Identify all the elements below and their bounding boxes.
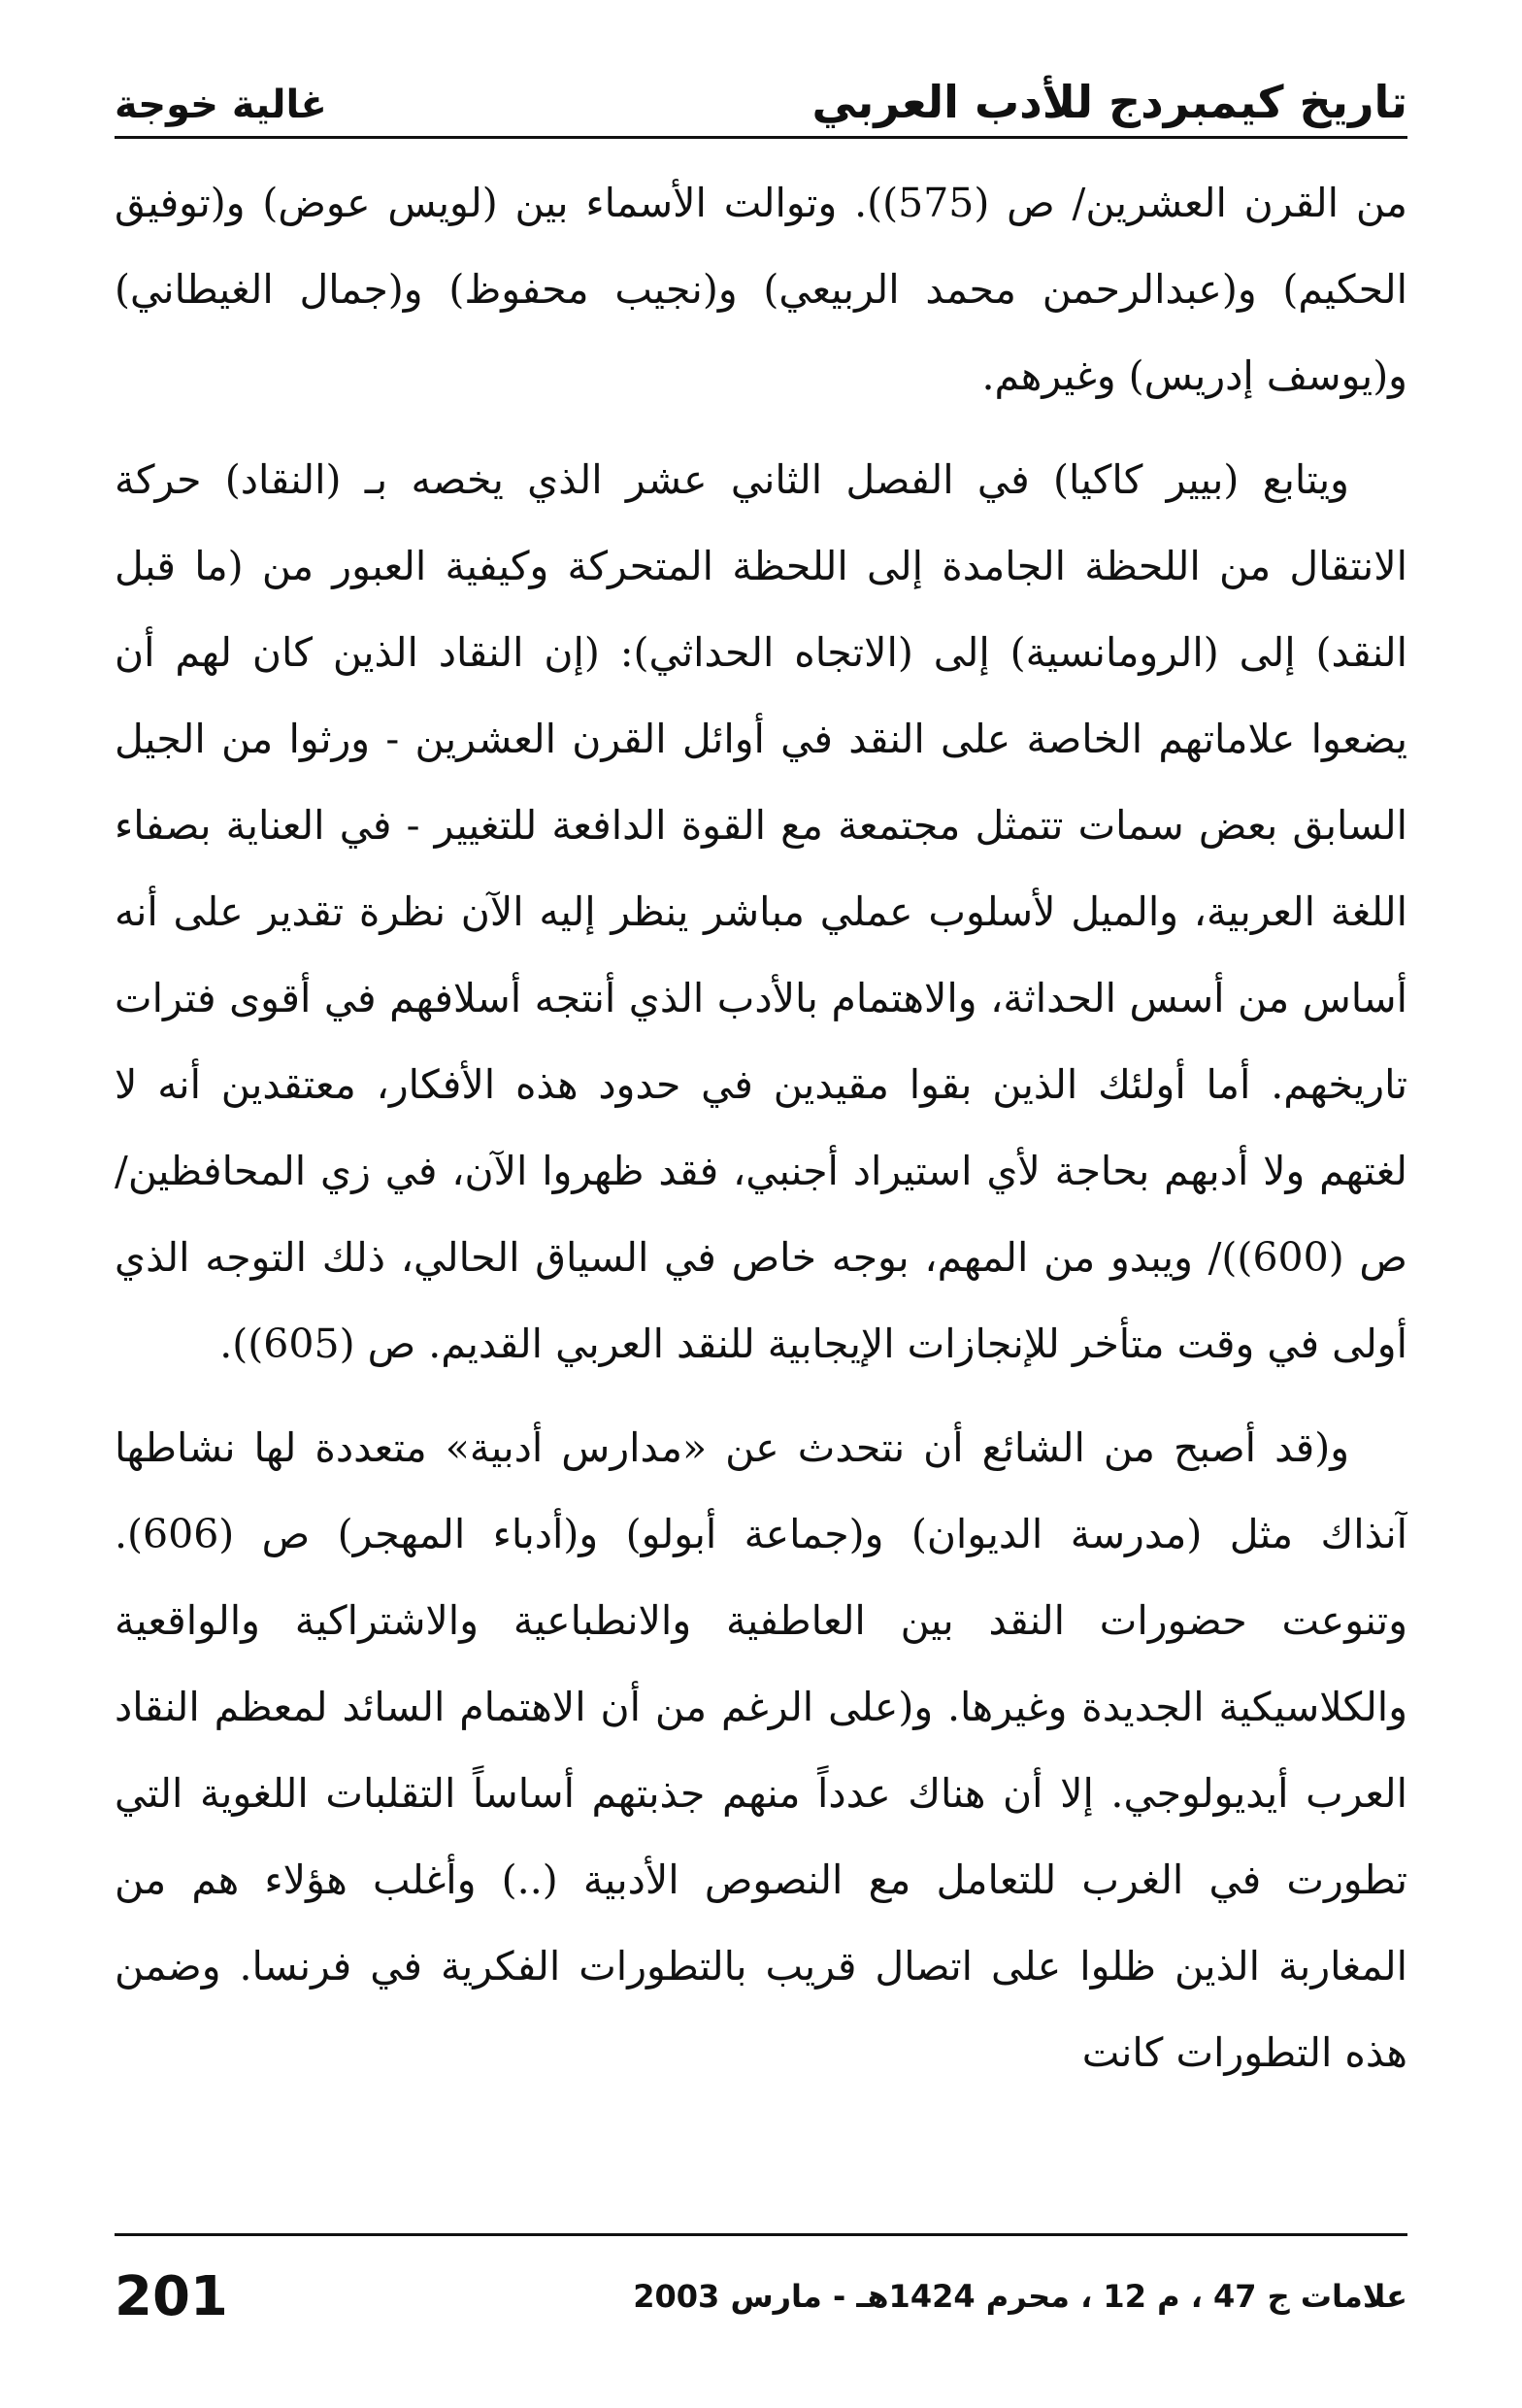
author-name: غالية خوجة bbox=[115, 83, 327, 127]
footer-divider bbox=[115, 2233, 1407, 2236]
journal-citation: علامات ج 47 ، م 12 ، محرم 1424هـ - مارس 2003 bbox=[633, 2278, 1407, 2315]
running-header bbox=[115, 47, 1407, 128]
paragraph-2: ويتابع (بيير كاكيا) في الفصل الثاني عشر الذي يخصه بـ (النقاد) حركة الانتقال من اللحظة الجامدة إلى اللحظة المتحركة وكيفية العبور من (ما قبل النقد) إلى (الرومانسية) إلى (الاتجاه الحداثي): (إن النقاد الذين كان لهم أن يضعوا علاماتهم الخاصة على النقد في أوائل القرن العشرين - ورثوا من الجيل السابق بعض سمات تتمثل مجتمعة مع القوة الدافعة للتغيير - في العناية بصفاء اللغة العربية، والميل لأسلوب عملي مباشر ينظر إليه الآن نظرة تقدير على أنه أساس من أسس الحداثة، والاهتمام بالأدب الذي أنتجه أسلافهم في أقوى فترات تاريخهم. أما أولئك الذين بقوا مقيدين في حدود هذه الأفكار، معتقدين أنه لا لغتهم ولا أدبهم بحاجة لأي استيراد أجنبي، فقد ظهروا الآن، في زي المحافظين/ ص (600))/ ويبدو من المهم، بوجه خاص في السياق الحالي، ذلك التوجه الذي أولى في وقت متأخر للإنجازات الإيجابية للنقد العربي القديم. ص (605)). bbox=[115, 456, 1407, 1367]
header-divider bbox=[115, 136, 1407, 139]
body-text bbox=[115, 160, 1407, 2219]
page-number: 201 bbox=[115, 2264, 228, 2328]
book-title: تاريخ كيمبردج للأدب العربي bbox=[811, 76, 1407, 128]
running-footer bbox=[115, 2253, 1407, 2340]
paragraph-3: و(قد أصبح من الشائع أن نتحدث عن «مدارس أدبية» متعددة لها نشاطها آنذاك مثل (مدرسة الديوان) و(جماعة أبولو) و(أدباء المهجر) ص (606). وتنوعت حضورات النقد بين العاطفية والانطباعية والاشتراكية والواقعية والكلاسيكية الجديدة وغيرها. و(على الرغم من أن الاهتمام السائد لمعظم النقاد العرب أيديولوجي. إلا أن هناك عدداً منهم جذبتهم أساساً التقلبات اللغوية التي تطورت في الغرب للتعامل مع النصوص الأدبية (..) وأغلب هؤلاء هم من المغاربة الذين ظلوا على اتصال قريب بالتطورات الفكرية في فرنسا. وضمن هذه التطورات كانت bbox=[115, 1424, 1407, 2076]
paragraph-1: من القرن العشرين/ ص (575)). وتوالت الأسماء بين (لويس عوض) و(توفيق الحكيم) و(عبدالرحمن محمد الربيعي) و(نجيب محفوظ) و(جمال الغيطاني) و(يوسف إدريس) وغيرهم. bbox=[115, 180, 1407, 399]
